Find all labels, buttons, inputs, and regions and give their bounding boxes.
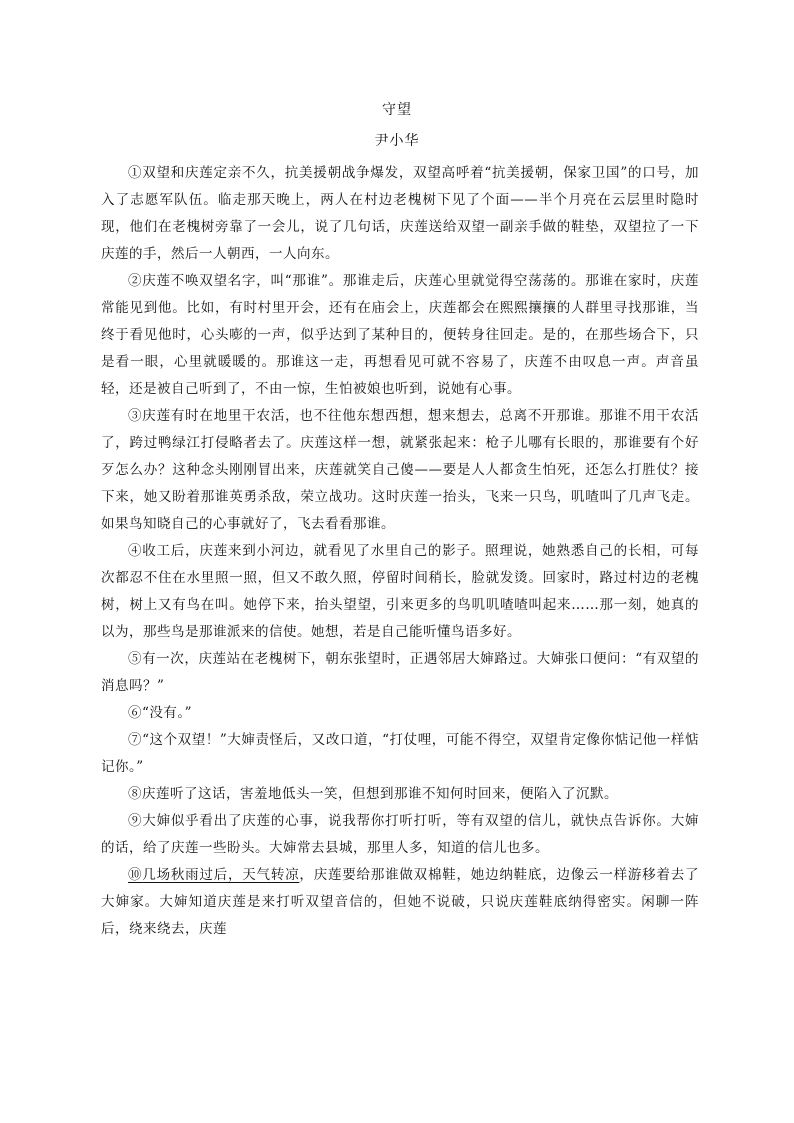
article-body (101, 160, 699, 943)
paragraph-7: ⑦“这个双望！”大婶责怪后，又改口道，“打仗哩，可能不得空，双望肯定像你惦记他一样惦记你。” (101, 732, 699, 775)
paragraph-10-rest: ，庆莲要给那谁做双棉鞋，她边纳鞋底，边像云一样游移着去了大婶家。大婶知道庆莲是来打听双望音信的，但她不说破，只说庆莲鞋底纳得密实。闲聊一阵后，绕来绕去，庆莲 (101, 867, 700, 937)
paragraph-10 (101, 862, 699, 943)
article-author: 尹小华 (374, 133, 420, 149)
paragraph-6: ⑥“没有。” (128, 705, 193, 721)
paragraph-8: ⑧庆莲听了这话，害羞地低头一笑，但想到那谁不知何时回来，便陷入了沉默。 (128, 786, 618, 802)
paragraph-10-number: ⑩ (128, 867, 143, 883)
paragraph-5: ⑤有一次，庆莲站在老槐树下，朝东张望时，正遇邻居大婶路过。大婶张口便问：“有双望的消息吗？” (101, 651, 699, 694)
paragraph-10-number-and-underlined-phrase (128, 867, 299, 883)
paragraph-1: ①双望和庆莲定亲不久，抗美援朝战争爆发，双望高呼着“抗美援朝，保家卫国”的口号，加入了志愿军队伍。临走那天晚上，两人在村边老槐树下见了个面——半个月亮在云层里时隐时现，他们在老槐树旁靠了一会儿，说了几句话，庆莲送给双望一副亲手做的鞋垫，双望拉了一下庆莲的手，然后一人朝西，一人向东。 (101, 165, 699, 262)
underlined-phrase: 几场秋雨过后，天气转凉 (142, 867, 300, 883)
paragraph-4: ④收工后，庆莲来到小河边，就看见了水里自己的影子。照理说，她熟悉自己的长相，可每次都忍不住在水里照一照，但又不敢久照，停留时间稍长，脸就发烫。回家时，路过村边的老槐树，树上又有鸟在叫。她停下来，抬头望望，引来更多的鸟叽叽喳喳叫起来……那一刻，她真的以为，那些鸟是那谁派来的信使。她想，若是自己能听懂鸟语多好。 (101, 543, 699, 640)
paragraph-3: ③庆莲有时在地里干农活，也不往他东想西想，想来想去，总离不开那谁。那谁不用干农活了，跨过鸭绿江打侵略者去了。庆莲这样一想，就紧张起来：枪子儿哪有长眼的，那谁要有个好歹怎么办？这种念头刚刚冒出来，庆莲就笑自己傻——要是人人都贪生怕死，还怎么打胜仗？接下来，她又盼着那谁英勇杀敌，荣立战功。这时庆莲一抬头，飞来一只鸟，叽喳叫了几声飞走。如果鸟知晓自己的心事就好了，飞去看看那谁。 (101, 408, 699, 532)
article-title: 守望 (382, 102, 412, 118)
paragraph-9: ⑨大婶似乎看出了庆莲的心事，说我帮你打听打听，等有双望的信儿，就快点告诉你。大婶的话，给了庆莲一些盼头。大婶常去县城，那里人多，知道的信儿也多。 (101, 813, 699, 856)
paragraph-2: ②庆莲不唤双望名字，叫“那谁”。那谁走后，庆莲心里就觉得空荡荡的。那谁在家时，庆莲常能见到他。比如，有时村里开会，还有在庙会上，庆莲都会在熙熙攘攘的人群里寻找那谁，当终于看见他时，心头嘭的一声，似乎达到了某种目的，便转身往回走。是的，在那些场合下，只是看一眼，心里就暖暖的。那谁这一走，再想看见可就不容易了，庆莲不由叹息一声。声音虽轻，还是被自己听到了，不由一惊，生怕被娘也听到，说她有心事。 (101, 273, 699, 397)
